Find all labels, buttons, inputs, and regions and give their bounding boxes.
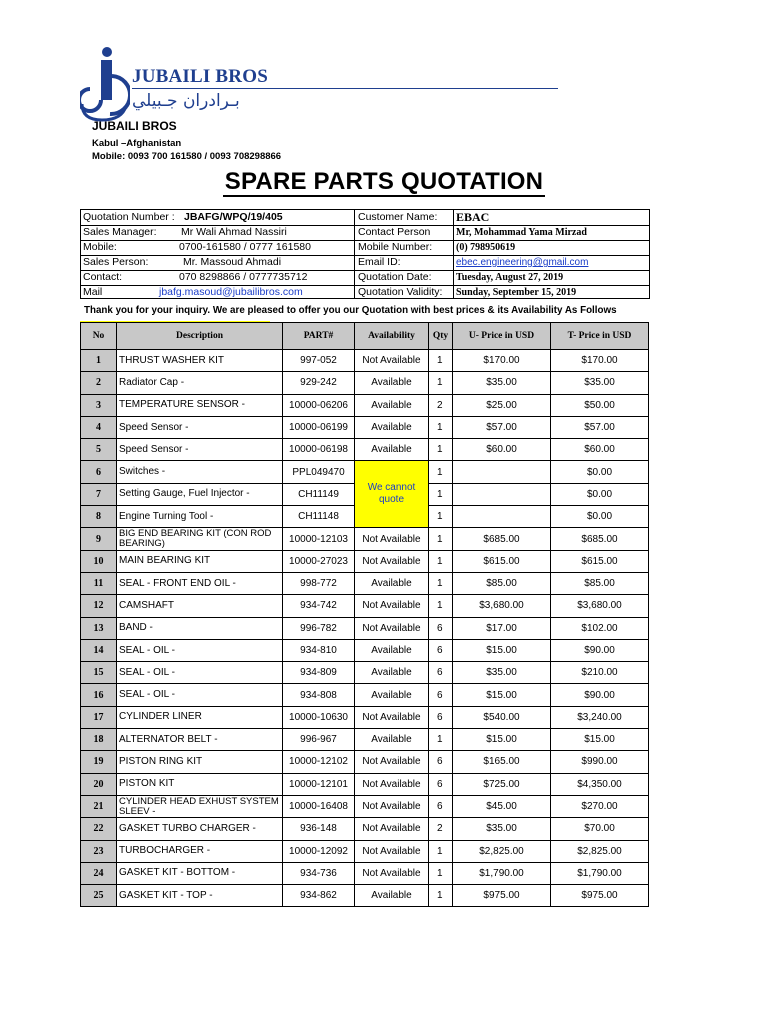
quotation-date-value: Tuesday, August 27, 2019 [456, 272, 564, 283]
row-unit-price: $35.00 [453, 818, 551, 840]
table-row [81, 840, 649, 862]
row-part-number: 934-810 [283, 639, 355, 661]
row-number: 12 [81, 595, 117, 617]
row-part-number: 934-808 [283, 684, 355, 706]
row-total-price: $1,790.00 [551, 862, 649, 884]
row-availability: Available [355, 684, 429, 706]
row-part-number: 934-736 [283, 862, 355, 884]
row-description: CYLINDER LINER [117, 706, 283, 728]
row-total-price: $57.00 [551, 416, 649, 438]
row-part-number: 934-862 [283, 885, 355, 907]
row-unit-price: $35.00 [453, 372, 551, 394]
contact-label: Contact: [83, 271, 123, 283]
row-unit-price: $685.00 [453, 528, 551, 550]
row-unit-price: $25.00 [453, 394, 551, 416]
row-number: 2 [81, 372, 117, 394]
row-qty: 1 [429, 595, 453, 617]
row-availability: Available [355, 729, 429, 751]
table-row [81, 818, 649, 840]
row-availability: Not Available [355, 528, 429, 550]
row-unit-price: $540.00 [453, 706, 551, 728]
row-number: 18 [81, 729, 117, 751]
row-description: TEMPERATURE SENSOR - [117, 394, 283, 416]
row-total-price: $85.00 [551, 572, 649, 594]
row-unit-price: $165.00 [453, 751, 551, 773]
row-qty: 1 [429, 439, 453, 461]
row-number: 22 [81, 818, 117, 840]
row-number: 19 [81, 751, 117, 773]
row-qty: 1 [429, 729, 453, 751]
quotation-validity-value: Sunday, September 15, 2019 [456, 287, 577, 298]
row-part-number: 10000-06199 [283, 416, 355, 438]
row-unit-price [453, 461, 551, 483]
document-title [0, 168, 768, 196]
info-row [81, 240, 649, 255]
row-qty: 6 [429, 662, 453, 684]
row-total-price: $685.00 [551, 528, 649, 550]
row-unit-price: $975.00 [453, 885, 551, 907]
row-unit-price: $170.00 [453, 350, 551, 372]
row-qty: 1 [429, 572, 453, 594]
row-part-number: CH11148 [283, 506, 355, 528]
row-description: PISTON KIT [117, 773, 283, 795]
row-description: SEAL - OIL - [117, 639, 283, 661]
row-number: 11 [81, 572, 117, 594]
row-unit-price: $615.00 [453, 550, 551, 572]
contact-person-label: Contact Person [358, 226, 431, 238]
row-qty: 2 [429, 818, 453, 840]
row-number: 24 [81, 862, 117, 884]
row-description: ALTERNATOR BELT - [117, 729, 283, 751]
row-description: GASKET KIT - BOTTOM - [117, 862, 283, 884]
row-total-price: $60.00 [551, 439, 649, 461]
row-number: 6 [81, 461, 117, 483]
row-unit-price [453, 506, 551, 528]
row-description: SEAL - OIL - [117, 684, 283, 706]
row-total-price: $2,825.00 [551, 840, 649, 862]
row-part-number: 997-052 [283, 350, 355, 372]
row-availability: Not Available [355, 595, 429, 617]
row-description: BIG END BEARING KIT (CON ROD BEARING) [117, 528, 283, 550]
company-city: Kabul –Afghanistan [92, 138, 182, 149]
brand-name: JUBAILI BROS [132, 66, 268, 87]
row-unit-price: $1,790.00 [453, 862, 551, 884]
row-number: 21 [81, 795, 117, 817]
info-row [81, 255, 649, 270]
row-number: 23 [81, 840, 117, 862]
row-total-price: $90.00 [551, 639, 649, 661]
header-total-price: T- Price in USD [551, 323, 649, 350]
row-part-number: 10000-12092 [283, 840, 355, 862]
row-total-price: $0.00 [551, 461, 649, 483]
row-number: 8 [81, 506, 117, 528]
email-label: Email ID: [358, 256, 401, 268]
row-availability: Not Available [355, 818, 429, 840]
row-description: TURBOCHARGER - [117, 840, 283, 862]
contact-person-value: Mr, Mohammad Yama Mirzad [456, 227, 587, 238]
brand-name-arabic: بـرادران جـبيلي [132, 91, 240, 111]
row-part-number: 10000-12101 [283, 773, 355, 795]
row-qty: 1 [429, 885, 453, 907]
table-row [81, 439, 649, 461]
table-row [81, 372, 649, 394]
row-description: BAND - [117, 617, 283, 639]
parts-table-body [81, 350, 649, 907]
row-unit-price: $725.00 [453, 773, 551, 795]
row-qty: 1 [429, 372, 453, 394]
row-number: 3 [81, 394, 117, 416]
table-row [81, 729, 649, 751]
row-availability: Not Available [355, 350, 429, 372]
company-name: JUBAILI BROS [92, 119, 177, 133]
table-row [81, 416, 649, 438]
row-total-price: $70.00 [551, 818, 649, 840]
mail-label: Mail [83, 286, 103, 298]
row-total-price: $4,350.00 [551, 773, 649, 795]
row-total-price: $102.00 [551, 617, 649, 639]
quotation-info-block [80, 209, 650, 299]
row-number: 14 [81, 639, 117, 661]
row-part-number: 10000-06198 [283, 439, 355, 461]
table-row [81, 550, 649, 572]
row-qty: 1 [429, 550, 453, 572]
row-availability: Available [355, 572, 429, 594]
table-header-row [81, 323, 649, 350]
row-unit-price: $45.00 [453, 795, 551, 817]
row-availability: Available [355, 394, 429, 416]
row-availability: Not Available [355, 773, 429, 795]
row-description: GASKET TURBO CHARGER - [117, 818, 283, 840]
row-unit-price: $15.00 [453, 684, 551, 706]
row-availability: Not Available [355, 840, 429, 862]
row-availability: Not Available [355, 795, 429, 817]
quotation-number-label: Quotation Number : [83, 211, 175, 223]
row-number: 16 [81, 684, 117, 706]
row-total-price: $90.00 [551, 684, 649, 706]
row-number: 1 [81, 350, 117, 372]
row-unit-price: $17.00 [453, 617, 551, 639]
row-qty: 2 [429, 394, 453, 416]
row-total-price: $50.00 [551, 394, 649, 416]
row-description: Speed Sensor - [117, 416, 283, 438]
row-qty: 1 [429, 461, 453, 483]
table-row [81, 639, 649, 661]
row-availability: Not Available [355, 862, 429, 884]
quotation-validity-label: Quotation Validity: [358, 286, 443, 298]
mobile-value: 0700-161580 / 0777 161580 [179, 241, 311, 253]
table-row [81, 773, 649, 795]
header-unit-price: U- Price in USD [453, 323, 551, 350]
mobile-number-value: (0) 798950619 [456, 242, 516, 253]
company-logo [80, 46, 130, 122]
row-part-number: 10000-27023 [283, 550, 355, 572]
header-description: Description [117, 323, 283, 350]
row-part-number: 934-809 [283, 662, 355, 684]
row-number: 4 [81, 416, 117, 438]
header-no: No [81, 323, 117, 350]
sales-person-value: Mr. Massoud Ahmadi [183, 256, 282, 268]
row-availability: Not Available [355, 706, 429, 728]
row-number: 7 [81, 483, 117, 505]
row-total-price: $210.00 [551, 662, 649, 684]
row-total-price: $3,240.00 [551, 706, 649, 728]
row-availability: Available [355, 639, 429, 661]
row-number: 15 [81, 662, 117, 684]
row-qty: 6 [429, 706, 453, 728]
sales-person-label: Sales Person: [83, 256, 149, 268]
mobile-number-label: Mobile Number: [358, 241, 433, 253]
row-description: Radiator Cap - [117, 372, 283, 394]
row-qty: 1 [429, 506, 453, 528]
row-description: Setting Gauge, Fuel Injector - [117, 483, 283, 505]
row-availability: Not Available [355, 617, 429, 639]
row-description: THRUST WASHER KIT [117, 350, 283, 372]
row-total-price: $990.00 [551, 751, 649, 773]
table-row [81, 394, 649, 416]
parts-table [80, 322, 649, 907]
row-description: CAMSHAFT [117, 595, 283, 617]
row-description: SEAL - OIL - [117, 662, 283, 684]
row-part-number: 996-782 [283, 617, 355, 639]
mail-value[interactable]: jbafg.masoud@jubailibros.com [159, 286, 303, 298]
row-availability: Not Available [355, 550, 429, 572]
row-total-price: $3,680.00 [551, 595, 649, 617]
table-row [81, 795, 649, 817]
info-row [81, 210, 649, 225]
table-row [81, 528, 649, 550]
mobile-label: Mobile: [83, 241, 117, 253]
row-number: 10 [81, 550, 117, 572]
row-total-price: $0.00 [551, 483, 649, 505]
row-part-number: 934-742 [283, 595, 355, 617]
row-availability: Available [355, 416, 429, 438]
row-number: 5 [81, 439, 117, 461]
sales-manager-value: Mr Wali Ahmad Nassiri [181, 226, 287, 238]
row-unit-price [453, 483, 551, 505]
row-unit-price: $35.00 [453, 662, 551, 684]
row-part-number: 10000-16408 [283, 795, 355, 817]
company-mobile: Mobile: 0093 700 161580 / 0093 708298866 [92, 151, 282, 162]
document-title-text: SPARE PARTS QUOTATION [224, 168, 544, 195]
info-row [81, 225, 649, 240]
intro-text: Thank you for your inquiry. We are pleased to offer you our Quotation with best prices & its Availability As Follows [84, 305, 617, 316]
row-qty: 6 [429, 684, 453, 706]
row-total-price: $35.00 [551, 372, 649, 394]
row-unit-price: $2,825.00 [453, 840, 551, 862]
row-unit-price: $85.00 [453, 572, 551, 594]
row-description: SEAL - FRONT END OIL - [117, 572, 283, 594]
row-availability: Available [355, 439, 429, 461]
row-unit-price: $15.00 [453, 729, 551, 751]
row-number: 13 [81, 617, 117, 639]
table-row [81, 572, 649, 594]
row-part-number: 10000-12103 [283, 528, 355, 550]
row-qty: 6 [429, 639, 453, 661]
table-row [81, 862, 649, 884]
table-row [81, 751, 649, 773]
row-qty: 6 [429, 795, 453, 817]
row-total-price: $15.00 [551, 729, 649, 751]
customer-name-value: EBAC [456, 210, 490, 224]
row-qty: 1 [429, 840, 453, 862]
brand-divider [132, 88, 558, 89]
table-row [81, 885, 649, 907]
row-qty: 6 [429, 751, 453, 773]
row-qty: 1 [429, 350, 453, 372]
cannot-quote-note: We cannot quote [355, 461, 429, 528]
row-part-number: 936-148 [283, 818, 355, 840]
row-total-price: $270.00 [551, 795, 649, 817]
row-part-number: 998-772 [283, 572, 355, 594]
row-description: PISTON RING KIT [117, 751, 283, 773]
row-total-price: $975.00 [551, 885, 649, 907]
row-qty: 1 [429, 528, 453, 550]
quotation-date-label: Quotation Date: [358, 271, 432, 283]
row-part-number: 996-967 [283, 729, 355, 751]
header-part: PART# [283, 323, 355, 350]
quotation-number-value: JBAFG/WPQ/19/405 [184, 211, 283, 223]
row-description: Speed Sensor - [117, 439, 283, 461]
row-total-price: $170.00 [551, 350, 649, 372]
info-row [81, 285, 649, 300]
row-part-number: 10000-10630 [283, 706, 355, 728]
row-availability: Available [355, 885, 429, 907]
table-row [81, 461, 649, 483]
row-part-number: 929-242 [283, 372, 355, 394]
row-qty: 6 [429, 773, 453, 795]
row-number: 20 [81, 773, 117, 795]
row-part-number: CH11149 [283, 483, 355, 505]
row-qty: 1 [429, 416, 453, 438]
row-description: GASKET KIT - TOP - [117, 885, 283, 907]
row-availability: Available [355, 372, 429, 394]
row-qty: 6 [429, 617, 453, 639]
row-number: 17 [81, 706, 117, 728]
row-total-price: $615.00 [551, 550, 649, 572]
row-number: 25 [81, 885, 117, 907]
sales-manager-label: Sales Manager: [83, 226, 157, 238]
row-total-price: $0.00 [551, 506, 649, 528]
header-qty: Qty [429, 323, 453, 350]
row-availability: Not Available [355, 751, 429, 773]
row-qty: 1 [429, 862, 453, 884]
table-row [81, 684, 649, 706]
row-unit-price: $15.00 [453, 639, 551, 661]
email-link[interactable]: ebec.engineering@gmail.com [456, 257, 589, 268]
row-qty: 1 [429, 483, 453, 505]
header-availability: Availability [355, 323, 429, 350]
row-part-number: PPL049470 [283, 461, 355, 483]
info-row [81, 270, 649, 285]
row-part-number: 10000-06206 [283, 394, 355, 416]
row-availability: Available [355, 662, 429, 684]
row-description: MAIN BEARING KIT [117, 550, 283, 572]
customer-name-label: Customer Name: [358, 211, 438, 223]
row-unit-price: $60.00 [453, 439, 551, 461]
row-description: CYLINDER HEAD EXHUST SYSTEM SLEEV - [117, 795, 283, 817]
row-unit-price: $57.00 [453, 416, 551, 438]
row-part-number: 10000-12102 [283, 751, 355, 773]
table-row [81, 595, 649, 617]
table-row [81, 350, 649, 372]
row-description: Engine Turning Tool - [117, 506, 283, 528]
row-unit-price: $3,680.00 [453, 595, 551, 617]
row-number: 9 [81, 528, 117, 550]
table-row [81, 617, 649, 639]
table-row [81, 662, 649, 684]
table-row [81, 706, 649, 728]
contact-value: 070 8298866 / 0777735712 [179, 271, 308, 283]
row-description: Switches - [117, 461, 283, 483]
